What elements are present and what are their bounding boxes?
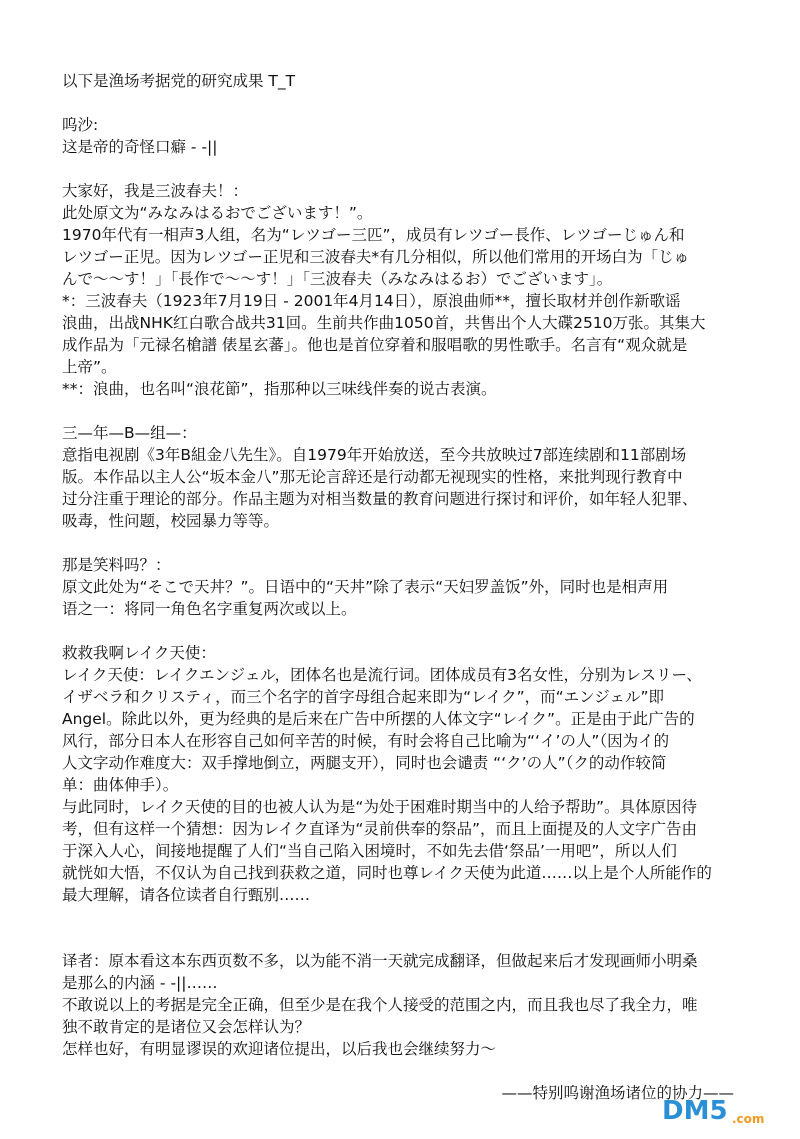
note-text: 过分注重于理论的部分。作品主题为对相当数量的教育问题进行探讨和评价，如年轻人犯罪、 — [62, 490, 698, 508]
translator-note: 怎样也好，有明显谬误的欢迎诸位提出，以后我也会继续努力～ — [62, 1040, 497, 1058]
note-text: 浪曲，出战NHK红白歌合战共31回。生前共作曲1050首，共售出个人大碟2510万张。其集大 — [62, 314, 706, 332]
note-text: レイク天使：レイクエンジェル，团体名也是流行词。团体成员有3名女性，分别为レスリー、 — [62, 666, 702, 684]
note-heading: 大家好，我是三波春夫！： — [62, 182, 249, 200]
note-text: 版。本作品以主人公“坂本金八”那无论言辞还是行动都无视现实的性格，来批判现行教育中 — [62, 468, 683, 486]
note-text: 吸毒，性问题，校园暴力等等。 — [62, 512, 280, 530]
note-text: 最大理解，请各位读者自行甄别…… — [62, 886, 311, 904]
note-text: 于深入人心，间接地提醒了人们“当自己陷入困境时，不如先去借‘祭品’一用吧”，所以人们 — [62, 842, 677, 860]
translator-note: 译者：原本看这本东西页数不多，以为能不消一天就完成翻译，但做起来后才发现画师小明桑 — [62, 952, 698, 970]
note-text: 单：曲体伸手）。 — [62, 776, 179, 794]
note-text: 原文此处为“そこで天丼？”。日语中的“天丼”除了表示“天妇罗盖饭”外，同时也是相声用 — [62, 578, 669, 596]
note-text: 人文字动作难度大：双手撑地倒立，两腿支开），同时也会谴责 “‘ク’の人”（ク的动作较简 — [62, 754, 667, 772]
note-heading: 那是笑料吗？： — [62, 556, 171, 574]
note-heading: 呜沙: — [62, 116, 99, 134]
note-text: レツゴー正児。因为レツゴー正児和三波春夫*有几分相似，所以他们常用的开场白为「じゅ — [62, 248, 690, 266]
dm5-logo — [660, 1089, 780, 1129]
intro-line: 以下是渔场考据党的研究成果 T_T — [62, 72, 296, 90]
note-heading: 救救我啊レイク天使： — [62, 644, 216, 662]
note-text: んで～～す！」「長作で～～す！」「三波春夫（みなみはるお）でございます」。 — [62, 270, 613, 288]
note-text: Angel。除此以外，更为经典的是后来在广告中所摆的人体文字“レイク”。正是由于此广告的 — [62, 710, 695, 728]
translator-note: 是那么的内涵 - -||…… — [62, 974, 218, 992]
note-text: 考，但有这样一个猜想：因为レイク直译为“灵前供奉的祭品”，而且上面提及的人文字广告由 — [62, 820, 697, 838]
note-text: 风行，部分日本人在形容自己如何辛苦的时候，有时会将自己比喻为“‘イ’の人”（因为イ的 — [62, 732, 670, 750]
note-text: 1970年代有一相声3人组，名为“レツゴー三匹”，成员有レツゴー長作、レツゴーじゅん和 — [62, 226, 685, 244]
note-text: 就恍如大悟，不仅认为自己找到获救之道，同时也尊レイク天使为此道……以上是个人所能作的 — [62, 864, 712, 882]
note-text: 语之一：将同一角色名字重复两次或以上。 — [62, 600, 357, 618]
note-text: 上帝”。 — [62, 358, 117, 376]
note-text: 与此同时，レイク天使的目的也被人认为是“为处于困难时期当中的人给予帮助”。具体原因待 — [62, 798, 697, 816]
note-text: 成作品为「元禄名槍譜 俵星玄蕃」。他也是首位穿着和服唱歌的男性歌手。名言有“观众就是 — [62, 336, 688, 354]
note-text: イザベラ和クリスティ，而三个名字的首字母组合起来即为“レイク”，而“エンジェル”即 — [62, 688, 664, 706]
logo-suffix: .com — [732, 1112, 765, 1126]
note-text: 此处原文为“みなみはるおでございます！”。 — [62, 204, 373, 222]
translator-note: 独不敢肯定的是诸位又会怎样认为？ — [62, 1018, 311, 1036]
note-text: **：浪曲，也名叫“浪花節”，指那种以三味线伴奏的说古表演。 — [62, 380, 497, 398]
signature: ——特别呜谢渔场诸位的协力—— — [501, 1084, 734, 1102]
note-text: 意指电视剧《3年B組金八先生》。自1979年开始放送，至今共放映过7部连续剧和11部剧场 — [62, 446, 687, 464]
logo-text: DM5 — [662, 1096, 728, 1126]
note-heading: 三—年—B—组—： — [62, 424, 197, 442]
note-text: *：三波春夫（1923年7月19日 - 2001年4月14日），原浪曲师**，擅长取材并创作新歌谣 — [62, 292, 681, 310]
translator-note: 不敢说以上的考据是完全正确，但至少是在我个人接受的范围之内，而且我也尽了我全力，唯 — [62, 996, 698, 1014]
note-text: 这是帝的奇怪口癖 - -|| — [62, 138, 218, 156]
